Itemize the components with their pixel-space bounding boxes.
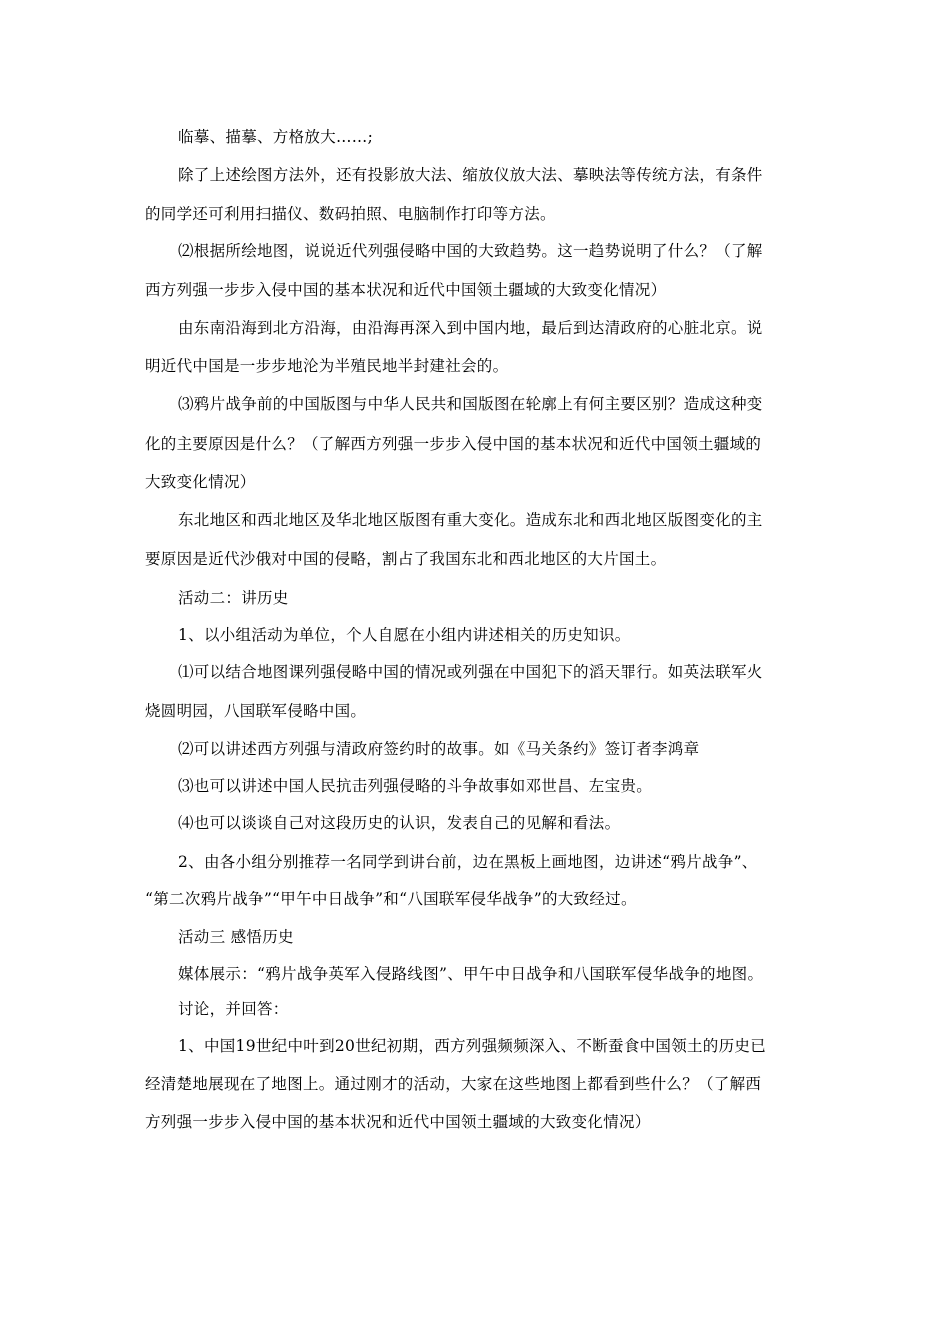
text-line: ⑵根据所绘地图，说说近代列强侵略中国的大致趋势。这一趋势说明了什么？（了解 <box>178 242 763 260</box>
text-line: 2、由各小组分别推荐一名同学到讲台前，边在黑板上画地图，边讲述“鸦片战争”、 <box>178 853 758 871</box>
text-line: 媒体展示：“鸦片战争英军入侵路线图”、甲午中日战争和八国联军侵华战争的地图。 <box>178 965 764 983</box>
text-line: 方列强一步步入侵中国的基本状况和近代中国领土疆域的大致变化情况） <box>145 1113 651 1131</box>
text-line: 临摹、描摹、方格放大……; <box>178 128 374 146</box>
section-heading: 活动三 感悟历史 <box>178 928 294 946</box>
text-line: 明近代中国是一步步地沦为半殖民地半封建社会的。 <box>145 357 509 375</box>
text-line: ⑶鸦片战争前的中国版图与中华人民共和国版图在轮廓上有何主要区别？造成这种变 <box>178 395 763 413</box>
text-line: ⑷也可以谈谈自己对这段历史的认识，发表自己的见解和看法。 <box>178 814 621 832</box>
text-line: ⑴可以结合地图课列强侵略中国的情况或列强在中国犯下的滔天罪行。如英法联军火 <box>178 663 763 681</box>
text-line: 除了上述绘图方法外，还有投影放大法、缩放仪放大法、摹映法等传统方法，有条件 <box>178 166 763 184</box>
text-line: ⑵可以讲述西方列强与清政府签约时的故事。如《马关条约》签订者李鸿章 <box>178 740 700 758</box>
text-line: 烧圆明园，八国联军侵略中国。 <box>145 702 367 720</box>
text-line: 的同学还可利用扫描仪、数码拍照、电脑制作打印等方法。 <box>145 205 556 223</box>
text-line: 东北地区和西北地区及华北地区版图有重大变化。造成东北和西北地区版图变化的主 <box>178 511 763 529</box>
text-line: 讨论，并回答： <box>178 1000 289 1018</box>
text-line: 1、以小组活动为单位，个人自愿在小组内讲述相关的历史知识。 <box>178 626 631 644</box>
text-line: 化的主要原因是什么？（了解西方列强一步步入侵中国的基本状况和近代中国领土疆域的 <box>145 435 762 453</box>
text-line: ⑶也可以讲述中国人民抗击列强侵略的斗争故事如邓世昌、左宝贵。 <box>178 777 653 795</box>
text-line: 经清楚地展现在了地图上。通过刚才的活动，大家在这些地图上都看到些什么？（了解西 <box>145 1075 762 1093</box>
text-line: 大致变化情况） <box>145 473 256 491</box>
text-line: 1、中国19世纪中叶到20世纪初期，西方列强频频深入、不断蚕食中国领土的历史已 <box>178 1037 767 1055</box>
text-line: 由东南沿海到北方沿海，由沿海再深入到中国内地，最后到达清政府的心脏北京。说 <box>178 319 763 337</box>
section-heading: 活动二：讲历史 <box>178 589 289 607</box>
text-line: “第二次鸦片战争”“甲午中日战争”和“八国联军侵华战争”的大致经过。 <box>145 890 637 908</box>
text-line: 要原因是近代沙俄对中国的侵略，割占了我国东北和西北地区的大片国土。 <box>145 550 667 568</box>
text-line: 西方列强一步步入侵中国的基本状况和近代中国领土疆域的大致变化情况） <box>145 281 667 299</box>
